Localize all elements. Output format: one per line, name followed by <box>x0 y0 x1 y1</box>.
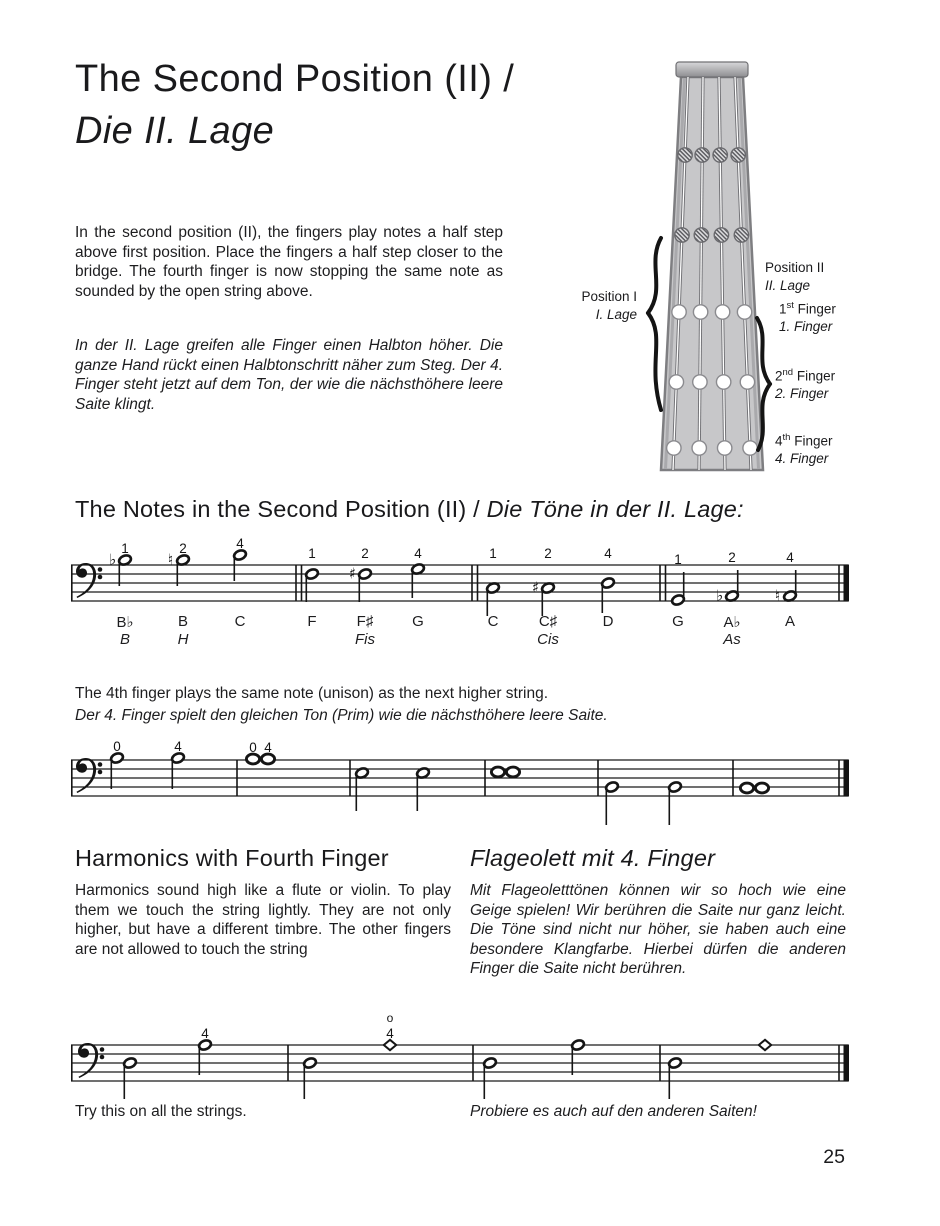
fingering-number: 0 <box>249 740 257 755</box>
fingering-number: 4 <box>236 536 244 551</box>
fingering-number: 0 <box>113 739 121 754</box>
note-name-de: B <box>119 631 130 648</box>
staff-second-position-notes <box>0 534 940 620</box>
note-name-en: B <box>177 613 188 630</box>
note-name-en: C <box>234 613 246 630</box>
accidental: ♭ <box>108 550 117 569</box>
label-finger-4 <box>775 429 832 468</box>
label-finger-2-de: 2. Finger <box>775 386 829 401</box>
fingering-number: 2 <box>361 546 369 561</box>
finger-dot <box>743 441 757 455</box>
unison-note-en: The 4th finger plays the same note (unison) as the next higher string. <box>75 685 549 702</box>
harmonics-heading-en: Harmonics with Fourth Finger <box>75 845 389 871</box>
finger-dot <box>740 375 754 389</box>
fingering-number: 1 <box>121 541 129 556</box>
harmonic-circle-mark: o <box>386 1011 394 1025</box>
notes-section-heading <box>75 496 875 523</box>
finger-dot <box>669 375 683 389</box>
label-position-2-en: Position II <box>765 260 825 275</box>
bass-clef-icon <box>76 758 96 793</box>
fingering-number: 4 <box>201 1026 209 1041</box>
finger-dot <box>667 441 681 455</box>
brace-position-1 <box>648 238 661 313</box>
finger-dot <box>717 441 731 455</box>
fingering-number: 1 <box>489 546 497 561</box>
fret-marker-hatched <box>695 148 709 162</box>
label-position-1-en: Position I <box>581 289 637 304</box>
unison-note-de: Der 4. Finger spielt den gleichen Ton (Prim) wie die nächsthöhere leere Saite. <box>75 707 608 724</box>
finger-dot <box>715 305 729 319</box>
note-name-en: G <box>672 613 684 630</box>
fret-marker-hatched <box>713 148 727 162</box>
note-name-en: B♭ <box>116 614 134 631</box>
accidental: ♭ <box>715 586 724 605</box>
note-name-en: D <box>602 613 614 630</box>
finger-dot <box>693 375 707 389</box>
accidental: ♯ <box>348 564 357 583</box>
label-position-1-de: I. Lage <box>595 306 637 322</box>
note-name-de: Cis <box>537 631 559 648</box>
fret-marker-hatched <box>734 228 748 242</box>
accidental: ♮ <box>167 550 174 569</box>
fingering-number: 2 <box>179 541 187 556</box>
fret-marker-hatched <box>694 228 708 242</box>
harmonic-diamond-note <box>384 1040 396 1050</box>
whole-note <box>740 783 753 793</box>
fingering-number: 4 <box>386 1026 394 1041</box>
staff-harmonics-exercise <box>0 1000 940 1106</box>
finger-dot <box>692 441 706 455</box>
label-finger-1-de: 1. Finger <box>779 319 833 334</box>
staff-unison-exercise <box>0 728 940 828</box>
finger-dot <box>716 375 730 389</box>
harmonics-body-de: Mit Flageoletttönen können wir so hoch wie eine Geige spielen! Wir berühren die Saite nur ganz leicht. Die Töne sind nicht nur höher, sie haben auch eine besondere Klangfarbe. Hierbei dürfen die anderen Finger die Saite nicht berühren. <box>470 882 846 977</box>
label-position-1 <box>497 288 637 323</box>
intro-paragraph-de: In der II. Lage greifen alle Finger einen Halbton höher. Die ganze Hand rückt einen Halbtonschritt näher zum Steg. Der 4. Finger steht jetzt auf dem Ton, der wie die nächsthöhere leere Saite klingt. <box>75 337 503 413</box>
footer-caption-de: Probiere es auch auf den anderen Saiten! <box>470 1103 757 1120</box>
note-name-en: F <box>307 613 317 630</box>
finger-dot <box>672 305 686 319</box>
notes-section-heading-de: Die Töne in der II. Lage: <box>486 496 744 522</box>
note-name-en: F♯ <box>356 613 374 630</box>
bass-clef-icon <box>76 563 96 598</box>
harmonic-diamond-note <box>759 1040 771 1050</box>
whole-note <box>506 767 519 777</box>
fret-marker-hatched <box>678 148 692 162</box>
note-name-en: A♭ <box>723 614 741 631</box>
fret-marker-hatched <box>675 228 689 242</box>
finger-dot <box>693 305 707 319</box>
finger-dot <box>737 305 751 319</box>
notes-section-heading-en: The Notes in the Second Position (II) / <box>75 496 487 522</box>
whole-note <box>491 767 504 777</box>
label-finger-4-en: 4th Finger <box>775 432 833 449</box>
fret-marker-hatched <box>731 148 745 162</box>
label-finger-1-en: 1st Finger <box>779 300 836 317</box>
page-title-en: The Second Position (II) / <box>75 58 515 100</box>
label-finger-1 <box>779 297 836 336</box>
note-name-de: H <box>177 631 189 648</box>
harmonics-body-en: Harmonics sound high like a flute or violin. To play them we touch the string lightly. They are not only higher, but have a different timbre. The other fingers are not allowed to touch the string <box>75 882 451 958</box>
whole-note <box>246 754 259 764</box>
label-finger-4-de: 4. Finger <box>775 451 829 466</box>
fingering-number: 4 <box>174 739 182 754</box>
footer-caption-en: Try this on all the strings. <box>75 1103 247 1120</box>
fingering-number: 4 <box>604 546 612 561</box>
fingering-number: 1 <box>674 552 682 567</box>
fingering-number: 4 <box>786 550 794 565</box>
label-position-2 <box>765 259 824 294</box>
whole-note <box>755 783 768 793</box>
note-name-de: As <box>723 631 741 648</box>
page-number: 25 <box>823 1146 845 1168</box>
fingerboard-illustration <box>555 55 800 485</box>
label-position-2-de: II. Lage <box>765 277 811 293</box>
fingerboard-nut <box>676 62 748 77</box>
fingering-number: 1 <box>308 546 316 561</box>
harmonics-heading-de: Flageolett mit 4. Finger <box>470 845 716 871</box>
note-name-en: G <box>412 613 424 630</box>
whole-note <box>261 754 274 764</box>
fret-marker-hatched <box>714 228 728 242</box>
note-name-en: C♯ <box>538 613 558 630</box>
accidental: ♯ <box>531 578 540 597</box>
fingering-number: 4 <box>414 546 422 561</box>
bass-clef-icon <box>78 1043 98 1078</box>
fingering-number: 2 <box>728 550 736 565</box>
fingering-number: 4 <box>264 740 272 755</box>
page-title-de: Die II. Lage <box>75 110 275 152</box>
label-finger-2 <box>775 364 835 403</box>
note-name-en: A <box>784 613 795 630</box>
fingering-number: 2 <box>544 546 552 561</box>
intro-paragraph-en: In the second position (II), the fingers play notes a half step above first position. Place the fingers a half step closer to the bridge. The fourth finger is now stopping the same note as sounded by the open string above. <box>75 224 503 300</box>
note-name-de: Fis <box>355 631 375 648</box>
label-finger-2-en: 2nd Finger <box>775 367 836 384</box>
note-name-en: C <box>487 613 499 630</box>
accidental: ♮ <box>774 586 781 605</box>
